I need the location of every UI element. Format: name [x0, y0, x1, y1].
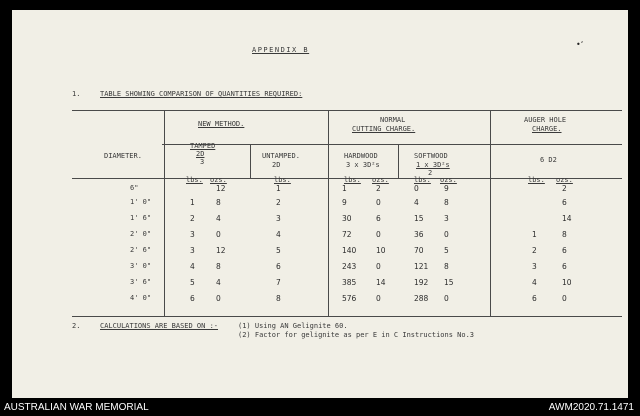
appendix-title: APPENDIX B	[252, 46, 310, 54]
cell-t-oz: 4	[216, 278, 221, 287]
cell-d: 2' 0"	[130, 230, 152, 238]
cell-s-oz: 15	[444, 278, 454, 287]
header-softwood: SOFTWOOD	[414, 152, 448, 160]
cell-h-lb: 30	[342, 214, 352, 223]
cell-a-oz: 2	[562, 184, 567, 193]
cell-a-oz: 6	[562, 262, 567, 271]
header-auger-charge: CHARGE.	[532, 125, 562, 133]
cell-s-lb: 36	[414, 230, 424, 239]
column-divider-1	[164, 110, 165, 316]
cell-s-lb: 121	[414, 262, 429, 271]
cell-h-oz: 0	[376, 262, 381, 271]
cell-h-lb: 9	[342, 198, 347, 207]
cell-a-oz: 14	[562, 214, 572, 223]
header-softwood-divisor: 2	[428, 169, 433, 177]
cell-s-lb: 192	[414, 278, 429, 287]
section-2-number: 2.	[72, 322, 81, 330]
cell-t-lb: 2	[190, 214, 195, 223]
header-tamped-2d: 2D	[196, 150, 205, 158]
header-hardwood-formula: 3 x 3D²s	[346, 161, 380, 169]
calc-basis-1: (1) Using AN Gelignite 60.	[238, 322, 348, 330]
header-hardwood: HARDWOOD	[344, 152, 378, 160]
cell-s-oz: 0	[444, 230, 449, 239]
cell-t-lb: 4	[190, 262, 195, 271]
column-divider-3	[328, 110, 329, 316]
cell-d: 6"	[130, 184, 139, 192]
calc-basis-2: (2) Factor for gelignite as per E in C Instructions No.3	[238, 331, 475, 339]
cell-t-oz: 12	[216, 184, 226, 193]
cell-h-oz: 0	[376, 230, 381, 239]
cell-d: 1' 6"	[130, 214, 152, 222]
header-softwood-formula: 1 x 3D²s	[416, 161, 450, 169]
footer-archive-ref: AWM2020.71.1471	[548, 402, 634, 413]
cell-u: 6	[276, 262, 281, 271]
handwritten-mark: •‘	[576, 40, 584, 49]
cell-a-oz: 6	[562, 246, 567, 255]
cell-s-oz: 5	[444, 246, 449, 255]
cell-s-lb: 288	[414, 294, 429, 303]
cell-h-oz: 10	[376, 246, 386, 255]
cell-s-lb: 70	[414, 246, 424, 255]
cell-a-oz: 0	[562, 294, 567, 303]
footer-archive-name: AUSTRALIAN WAR MEMORIAL	[4, 402, 149, 413]
cell-d: 2' 6"	[130, 246, 152, 254]
cell-s-oz: 8	[444, 198, 449, 207]
cell-s-lb: 0	[414, 184, 419, 193]
header-tamped-divisor: 3	[200, 158, 205, 166]
header-untamped: UNTAMPED.	[262, 152, 300, 160]
cell-u: 2	[276, 198, 281, 207]
cell-h-lb: 385	[342, 278, 357, 287]
cell-h-oz: 0	[376, 294, 381, 303]
cell-a-lb: 3	[532, 262, 537, 271]
column-divider-4	[398, 144, 399, 178]
cell-t-oz: 12	[216, 246, 226, 255]
header-tamped: TAMPED	[190, 142, 216, 150]
column-divider-5	[490, 110, 491, 316]
cell-a-oz: 10	[562, 278, 572, 287]
unit-tamped-ozs: ozs.	[210, 176, 227, 184]
cell-u: 7	[276, 278, 281, 287]
cell-h-oz: 14	[376, 278, 386, 287]
cell-t-lb: 1	[190, 198, 195, 207]
cell-a-lb: 1	[532, 230, 537, 239]
cell-t-oz: 8	[216, 262, 221, 271]
cell-h-lb: 243	[342, 262, 357, 271]
cell-d: 3' 6"	[130, 278, 152, 286]
cell-h-oz: 0	[376, 198, 381, 207]
unit-hardwood-ozs: ozs.	[372, 176, 389, 184]
cell-t-oz: 8	[216, 198, 221, 207]
cell-h-lb: 72	[342, 230, 352, 239]
unit-auger-ozs: ozs.	[556, 176, 573, 184]
header-auger-hole: AUGER HOLE	[524, 116, 567, 124]
cell-s-oz: 0	[444, 294, 449, 303]
document-page	[12, 10, 628, 398]
column-divider-2	[250, 144, 251, 178]
cell-t-oz: 0	[216, 230, 221, 239]
unit-auger-lbs: lbs.	[528, 176, 545, 184]
unit-softwood-ozs: ozs.	[440, 176, 457, 184]
header-untamped-2d: 2D	[272, 161, 281, 169]
cell-h-oz: 6	[376, 214, 381, 223]
cell-a-oz: 8	[562, 230, 567, 239]
header-cutting-charge: CUTTING CHARGE.	[352, 125, 416, 133]
cell-u: 8	[276, 294, 281, 303]
cell-d: 4' 0"	[130, 294, 152, 302]
cell-s-oz: 3	[444, 214, 449, 223]
cell-t-lb: 5	[190, 278, 195, 287]
header-auger-formula: 6 D2	[540, 156, 557, 164]
cell-h-oz: 2	[376, 184, 381, 193]
cell-u: 4	[276, 230, 281, 239]
table-mid-rule	[162, 144, 622, 145]
unit-tamped-lbs: lbs.	[186, 176, 203, 184]
cell-t-lb: 3	[190, 246, 195, 255]
header-normal: NORMAL	[380, 116, 406, 124]
cell-h-lb: 576	[342, 294, 357, 303]
cell-t-oz: 4	[216, 214, 221, 223]
unit-hardwood-lbs: lbs.	[344, 176, 361, 184]
cell-h-lb: 1	[342, 184, 347, 193]
cell-a-lb: 2	[532, 246, 537, 255]
cell-d: 1' 0"	[130, 198, 152, 206]
table-bottom-rule	[72, 316, 622, 317]
cell-u: 5	[276, 246, 281, 255]
section-2-heading: CALCULATIONS ARE BASED ON :-	[100, 322, 219, 330]
cell-a-lb: 4	[532, 278, 537, 287]
unit-softwood-lbs: lbs.	[414, 176, 431, 184]
cell-d: 3' 0"	[130, 262, 152, 270]
section-1-number: 1.	[72, 90, 81, 98]
section-1-heading: TABLE SHOWING COMPARISON OF QUANTITIES REQUIRED:	[100, 90, 303, 98]
cell-s-lb: 15	[414, 214, 424, 223]
cell-t-lb: 3	[190, 230, 195, 239]
cell-a-oz: 6	[562, 198, 567, 207]
cell-s-lb: 4	[414, 198, 419, 207]
cell-a-lb: 6	[532, 294, 537, 303]
cell-s-oz: 8	[444, 262, 449, 271]
header-new-method: NEW METHOD.	[198, 120, 245, 128]
cell-t-lb: 6	[190, 294, 195, 303]
cell-u: 3	[276, 214, 281, 223]
cell-t-oz: 0	[216, 294, 221, 303]
cell-h-lb: 140	[342, 246, 357, 255]
table-top-rule	[72, 110, 622, 111]
unit-untamped-lbs: lbs.	[274, 176, 291, 184]
cell-u: 1	[276, 184, 281, 193]
cell-s-oz: 9	[444, 184, 449, 193]
header-diameter: DIAMETER.	[104, 152, 142, 160]
